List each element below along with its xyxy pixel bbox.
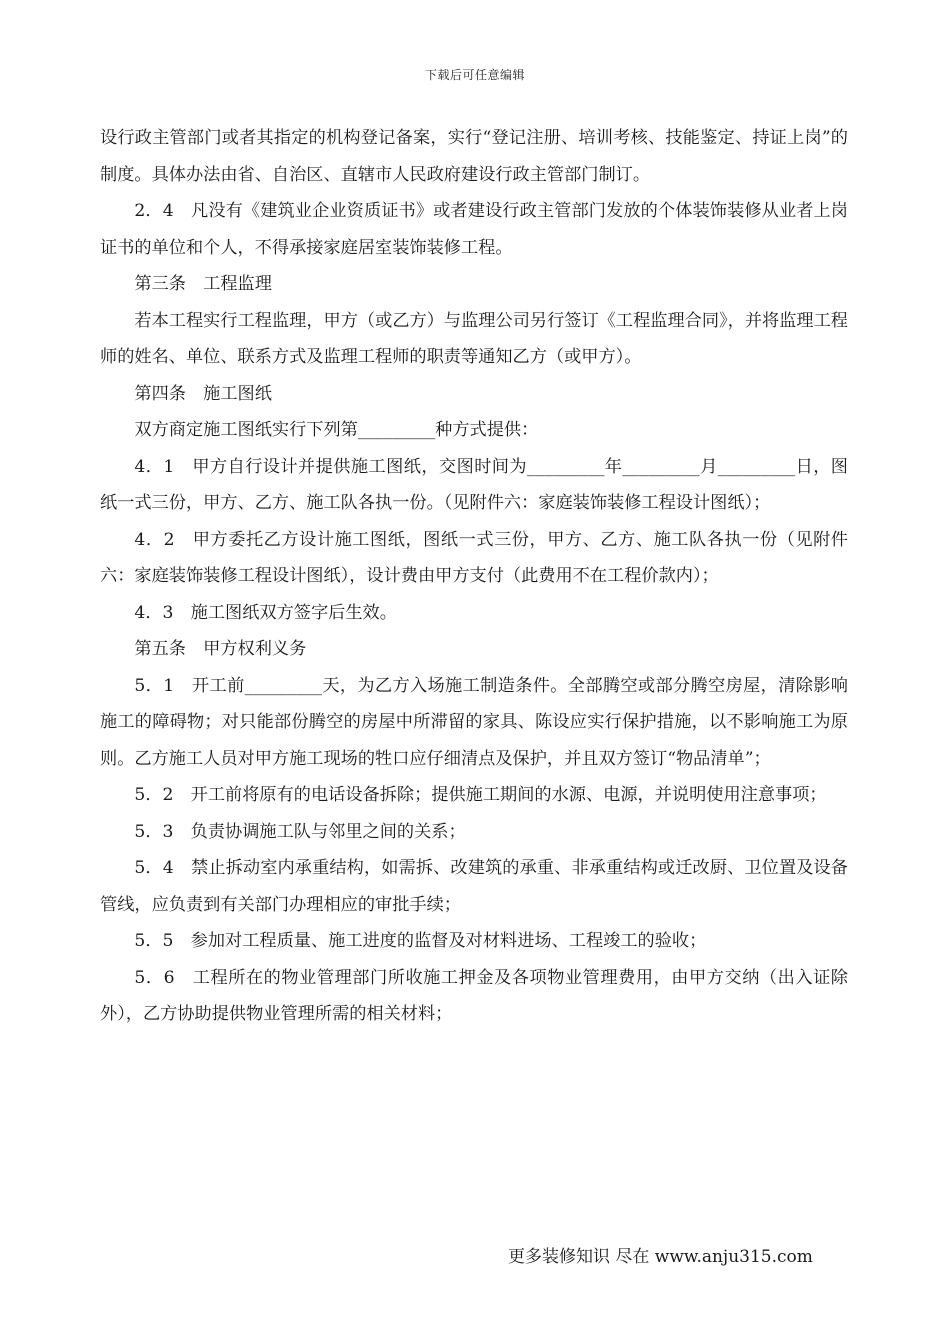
paragraph: 4．2 甲方委托乙方设计施工图纸，图纸一式三份，甲方、乙方、施工队各执一份（见附件六：家庭装饰装修工程设计图纸），设计费由甲方支付（此费用不在工程价款内）； [100, 529, 848, 586]
page-footer: 更多装修知识 尽在 www.anju315.com [508, 1247, 813, 1267]
section-heading: 第五条 甲方权利义务 [134, 639, 307, 659]
paragraph: 若本工程实行工程监理，甲方（或乙方）与监理公司另行签订《工程监理合同》，并将监理工程师的姓名、单位、联系方式及监理工程师的职责等通知乙方（或甲方）。 [100, 310, 848, 367]
paragraph: 2．4 凡没有《建筑业企业资质证书》或者建设行政主管部门发放的个体装饰装修从业者上岗证书的单位和个人，不得承接家庭居室装饰装修工程。 [100, 201, 848, 258]
paragraph: 5．2 开工前将原有的电话设备拆除；提供施工期间的水源、电源，并说明使用注意事项； [134, 785, 827, 805]
paragraph: 设行政主管部门或者其指定的机构登记备案，实行“登记注册、培训考核、技能鉴定、持证上岗”的制度。具体办法由省、自治区、直辖市人民政府建设行政主管部门制订。 [100, 128, 848, 185]
paragraph: 5．1 开工前_________天，为乙方入场施工制造条件。全部腾空或部分腾空房屋，清除影响施工的障碍物；对只能部份腾空的房屋中所滞留的家具、陈设应实行保护措施，以不影响施工为原则。乙方施工人员对甲方施工现场的牲口应仔细清点及保护，并且双方签订“物品清单”； [100, 675, 848, 769]
section-heading: 第三条 工程监理 [134, 274, 272, 294]
paragraph: 双方商定施工图纸实行下列第_________种方式提供： [134, 420, 539, 440]
document-body [100, 120, 848, 1033]
paragraph: 4．3 施工图纸双方签字后生效。 [134, 602, 397, 623]
paragraph: 5．4 禁止拆动室内承重结构，如需拆、改建筑的承重、非承重结构或迁改厨、卫位置及设备管线，应负责到有关部门办理相应的审批手续； [100, 858, 848, 915]
paragraph: 5．6 工程所在的物业管理部门所收施工押金及各项物业管理费用，由甲方交纳（出入证除外），乙方协助提供物业管理所需的相关材料； [100, 967, 848, 1024]
page-header: 下载后可任意编辑 [424, 68, 525, 82]
section-heading: 第四条 施工图纸 [134, 383, 272, 404]
paragraph: 4．1 甲方自行设计并提供施工图纸，交图时间为_________年_________月_________日，图纸一式三份，甲方、乙方、施工队各执一份。（见附件六：家庭装饰装修工程设计图纸）； [100, 456, 848, 513]
paragraph: 5．5 参加对工程质量、施工进度的监督及对材料进场、工程竣工的验收； [134, 931, 707, 951]
paragraph: 5．3 负责协调施工队与邻里之间的关系； [134, 821, 466, 842]
